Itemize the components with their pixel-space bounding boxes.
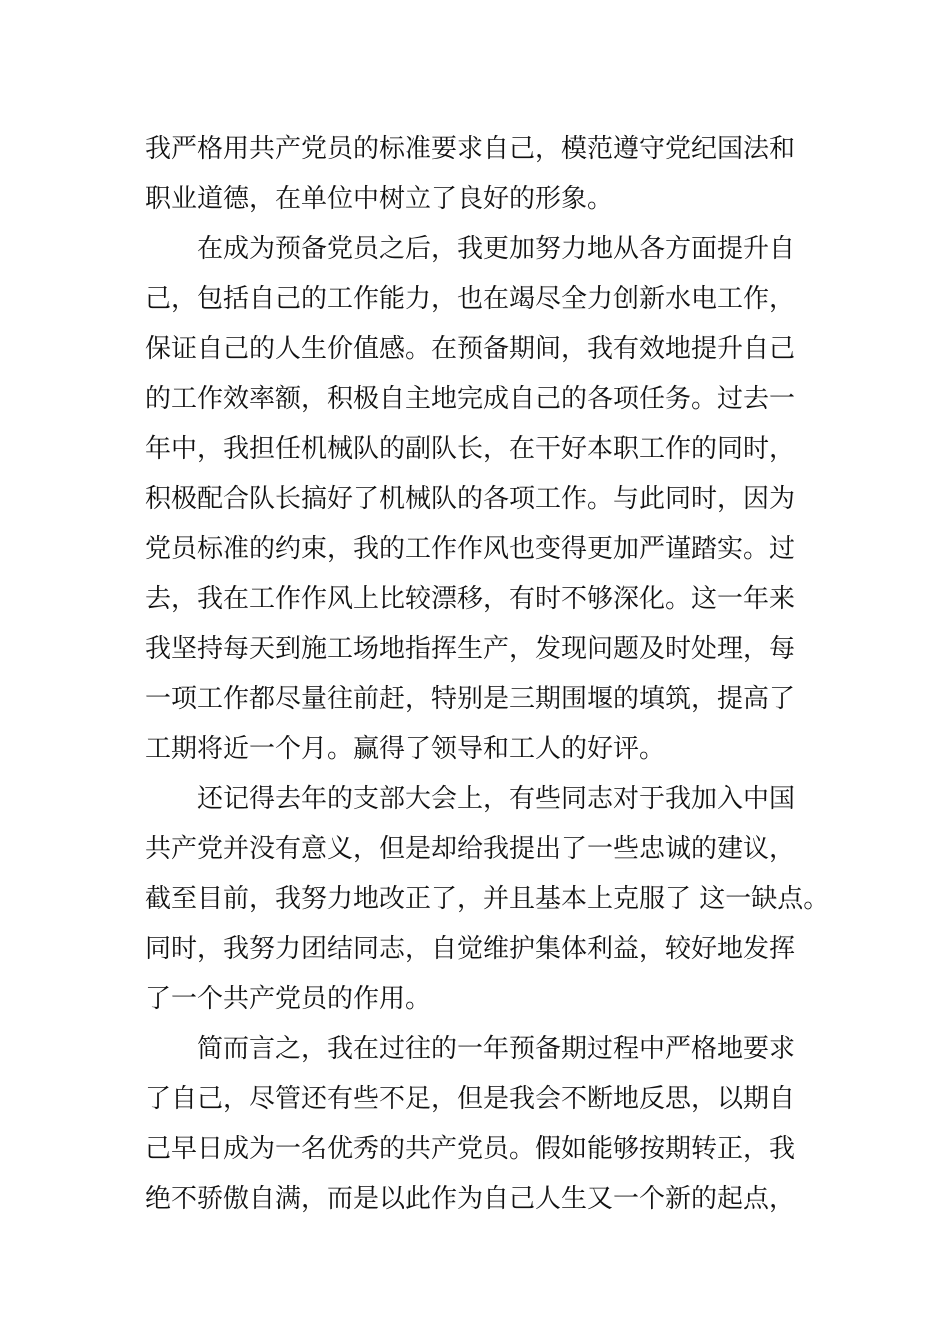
paragraph-start-line: 简而言之，我在过往的一年预备期过程中严格地要求 <box>197 1034 796 1064</box>
text-line: 同时，我努力团结同志，自觉维护集体利益，较好地发挥 <box>145 934 796 964</box>
body-text <box>145 124 835 1224</box>
text-line: 的工作效率额，积极自主地完成自己的各项任务。过去一 <box>145 384 796 414</box>
text-line: 党员标准的约束，我的工作作风也变得更加严谨踏实。过 <box>145 534 796 564</box>
text-line: 去，我在工作作风上比较漂移，有时不够深化。这一年来 <box>145 584 796 614</box>
paragraph-start-line: 在成为预备党员之后，我更加努力地从各方面提升自 <box>197 234 796 264</box>
text-line: 工期将近一个月。赢得了领导和工人的好评。 <box>145 734 666 764</box>
text-line: 我坚持每天到施工场地指挥生产，发现问题及时处理，每 <box>145 634 796 664</box>
paragraph-start-line: 还记得去年的支部大会上，有些同志对于我加入中国 <box>197 784 796 814</box>
text-line: 截至目前，我努力地改正了，并且基本上克服了 这一缺点。 <box>145 884 830 914</box>
text-line: 己早日成为一名优秀的共产党员。假如能够按期转正，我 <box>145 1134 796 1164</box>
text-line: 年中，我担任机械队的副队长，在干好本职工作的同时， <box>145 434 796 464</box>
text-line: 一项工作都尽量往前赶，特别是三期围堰的填筑，提高了 <box>145 684 796 714</box>
text-line: 绝不骄傲自满，而是以此作为自己人生又一个新的起点， <box>145 1184 796 1214</box>
text-line: 积极配合队长搞好了机械队的各项工作。与此同时，因为 <box>145 484 796 514</box>
text-line: 己，包括自己的工作能力，也在竭尽全力创新水电工作， <box>145 284 796 314</box>
text-line: 了一个共产党员的作用。 <box>145 984 432 1014</box>
text-line: 我严格用共产党员的标准要求自己，模范遵守党纪国法和 <box>145 134 796 164</box>
text-line: 保证自己的人生价值感。在预备期间，我有效地提升自己 <box>145 334 796 364</box>
text-line: 共产党并没有意义，但是却给我提出了一些忠诚的建议， <box>145 834 796 864</box>
text-line: 了自己，尽管还有些不足，但是我会不断地反思，以期自 <box>145 1084 796 1114</box>
text-line: 职业道德，在单位中树立了良好的形象。 <box>145 184 614 214</box>
